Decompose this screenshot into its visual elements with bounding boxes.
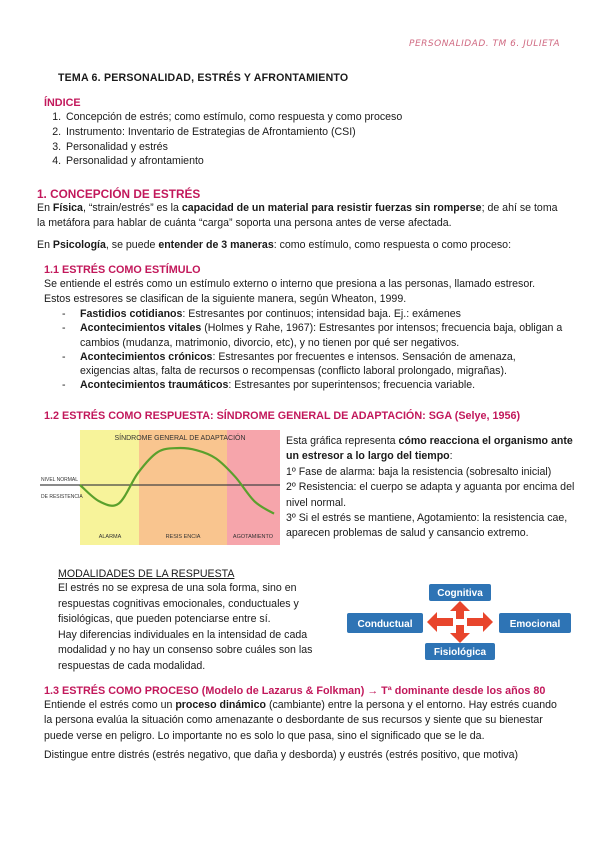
modalidades-text: El estrés no se expresa de una sola forma, sino en respuestas cognitivas emocionales, conductuales y fisiológicas, que pueden potenciarse entre sí. Hay diferencias individuales en la intensidad de cada modalidad y no hay un consenso sobre cuáles son las respuestas de cada modalidad. [58, 582, 313, 672]
distres-eustres-paragraph: Distingue entre distrés (estrés negativo, que daña y desborda) y eustrés (estrés positivo, que motiva) [44, 749, 519, 761]
phase-agotamiento-band [227, 430, 280, 545]
chart-title: SÍNDROME GENERAL DE ADAPTACIÓN [114, 435, 246, 442]
stressor-item: - Fastidios cotidianos: Estresantes por continuos; intensidad baja. Ej.: exámenes [58, 307, 563, 321]
index-item: 1. Concepción de estrés; como estímulo, como respuesta y como proceso [64, 110, 402, 125]
emocional-label: Emocional [509, 619, 561, 630]
cognitiva-label: Cognitiva [437, 588, 483, 599]
conductual-label: Conductual [357, 619, 413, 630]
stimulus-intro: Se entiende el estrés como un estímulo externo o interno que presiona a las personas, llamado estresor. Estos estresores se clasifican de la siguiente manera, según Wheaton, 1999. [44, 278, 536, 305]
baseline-label: NIVEL NORMAL [41, 477, 79, 483]
section-1-2-heading: 1.2 ESTRÉS COMO RESPUESTA: SÍNDROME GENERAL DE ADAPTACIÓN: SGA (Selye, 1956) [44, 410, 521, 422]
phase-description: 3º Si el estrés se mantiene, Agotamiento: la resistencia cae, aparecen problemas de salud y cansancio extremo. [286, 512, 568, 540]
document-title: TEMA 6. PERSONALIDAD, ESTRÉS Y AFRONTAMIENTO [58, 72, 349, 84]
index-item: 4. Personalidad y afrontamiento [64, 154, 402, 169]
psicologia-paragraph: En Psicología, se puede entender de 3 maneras: como estímulo, como respuesta o como proceso: [37, 239, 512, 251]
stressor-list [58, 307, 563, 393]
section-1-1-heading: 1.1 ESTRÉS COMO ESTÍMULO [44, 264, 201, 276]
index-item: 3. Personalidad y estrés [64, 140, 402, 155]
index-item: 2. Instrumento: Inventario de Estrategias de Afrontamiento (CSI) [64, 125, 402, 140]
baseline-label: DE RESISTENCIA [41, 494, 83, 500]
modalities-diagram [347, 583, 573, 661]
header-tag: PERSONALIDAD. TM 6. JULIETA [409, 39, 560, 49]
section-1-3-heading: 1.3 ESTRÉS COMO PROCESO (Modelo de Lazarus & Folkman) → Tª dominante desde los años 80 [44, 685, 546, 697]
chart-explanation [286, 434, 576, 542]
index-list [44, 110, 402, 169]
section-1-heading: 1. CONCEPCIÓN DE ESTRÉS [37, 187, 201, 201]
stressor-item: - Acontecimientos vitales (Holmes y Rahe, 1967): Estresantes por intensos; frecuencia baja, obligan a cambios (mudanza, matrimonio, divorcio, etc), y no tienen por qué ser negativos. [58, 321, 563, 350]
fisiologica-label: Fisiológica [433, 647, 487, 658]
stressor-item: - Acontecimientos traumáticos: Estresantes por superintensos; frecuencia variable. [58, 378, 563, 392]
phase-label: AGOTAMIENTO [232, 534, 274, 540]
phase-label: RESIS ENCIA [165, 534, 201, 540]
phase-label: ALARMA [98, 534, 122, 540]
four-way-arrow-icon [427, 601, 493, 643]
modalidades-title: MODALIDADES DE LA RESPUESTA [58, 568, 235, 580]
process-paragraph: Entiende el estrés como un proceso dinámico (cambiante) entre la persona y el entorno. Hay estrés cuando la persona evalúa la situación como amenazante o desbordante de sus recursos y siente que su bienestar puede verse en peligro. Lo importante no es solo lo que pasa, sino el significado que se le da. [44, 699, 557, 742]
chart-explanation-lead: Esta gráfica representa cómo reacciona el organismo ante un estresor a lo largo del tiempo: [286, 435, 573, 463]
sga-chart [40, 430, 280, 545]
fisica-paragraph: En Física, “strain/estrés” es la capacidad de un material para resistir fuerzas sin romperse; de ahí se toma la metáfora para hablar de cuánta “carga” soporta una persona antes de verse afectada. [37, 202, 558, 229]
stressor-item: - Acontecimientos crónicos: Estresantes por frecuentes e intensos. Sensación de amenaza, exigencias altas, falta de recursos o recompensas (conflicto laboral prolongado, migrañas). [58, 350, 563, 379]
index-heading: ÍNDICE [44, 97, 81, 109]
phase-description: 2º Resistencia: el cuerpo se adapta y aguanta por encima del nivel normal. [286, 481, 575, 509]
phase-description: 1º Fase de alarma: baja la resistencia (sobresalto inicial) [286, 465, 552, 478]
